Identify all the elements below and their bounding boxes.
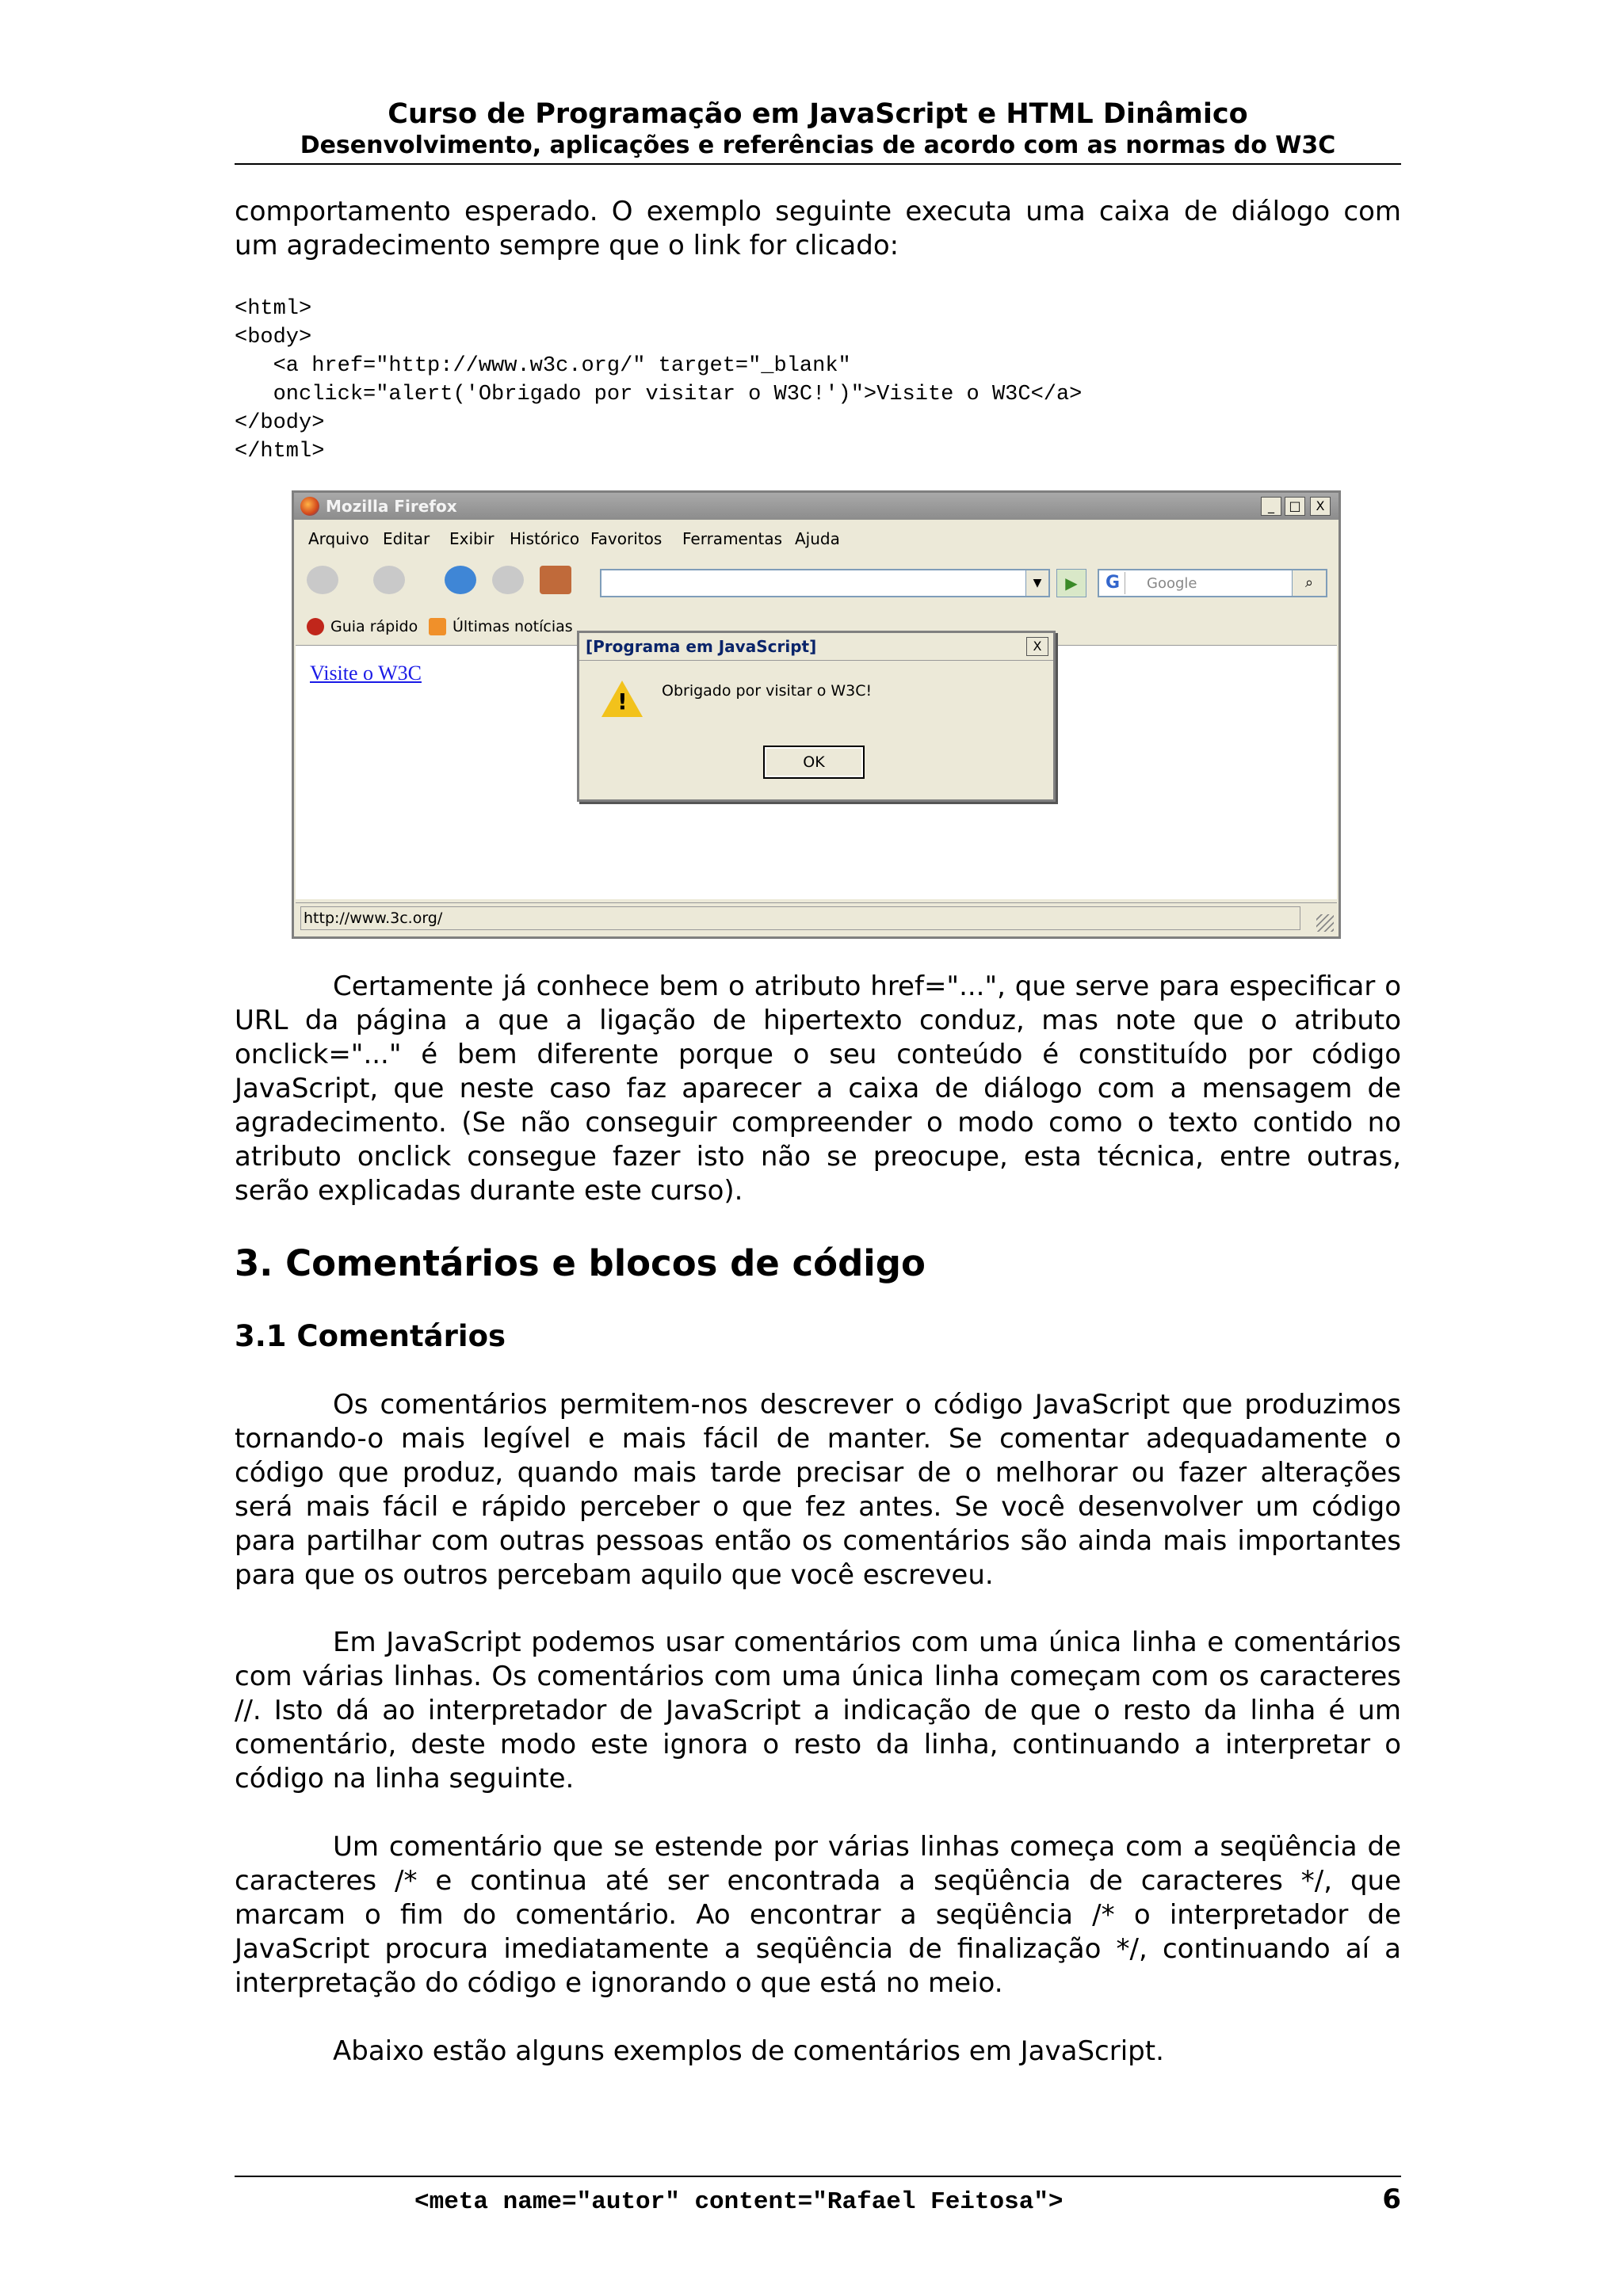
- dialog-title-bar: [579, 633, 1053, 661]
- menu-favoritos[interactable]: Favoritos: [590, 529, 663, 548]
- close-window-button[interactable]: X: [1310, 497, 1331, 516]
- ok-button[interactable]: OK: [763, 746, 865, 779]
- code-line: onclick="alert('Obrigado por visitar o W3C!')">Visite o W3C</a>: [235, 383, 1083, 406]
- guide-bookmark-icon: [307, 618, 324, 635]
- code-line: </html>: [235, 440, 325, 463]
- dialog-title: [Programa em JavaScript]: [586, 637, 817, 656]
- code-line: <a href="http://www.w3c.org/" target="_blank": [235, 354, 851, 378]
- browser-status-bar: [296, 902, 1337, 935]
- code-example: [235, 295, 1082, 466]
- paragraph-comments-intro: Os comentários permitem-nos descrever o código JavaScript que produzimos tornando-o mais legível e mais fácil de manter. Se comentar adequadamente o código que produz, quando mais tarde precisar de o melhorar ou fazer alterações será mais fácil e rápido perceber o que fez antes. Se você desenvolver um código para partilhar com outras pessoas então os comentários são ainda mais importantes para que os outros percebam aquilo que você escreveu.: [235, 1389, 1401, 1591]
- alert-dialog: [577, 631, 1056, 802]
- search-placeholder: Google: [1147, 575, 1197, 592]
- page-number: 6: [1382, 2183, 1401, 2215]
- status-url: http://www.3c.org/: [304, 910, 443, 927]
- status-text-box: [300, 906, 1300, 930]
- warning-exclamation-icon: !: [617, 688, 628, 715]
- dialog-message: Obrigado por visitar o W3C!: [662, 682, 873, 700]
- forward-arrow-icon[interactable]: [373, 566, 405, 594]
- running-header-subtitle: Desenvolvimento, aplicações e referências de acordo com as normas do W3C: [300, 132, 1336, 159]
- search-magnifier-icon[interactable]: ⌕: [1292, 570, 1326, 596]
- search-box[interactable]: [1098, 569, 1327, 597]
- footer-rule: [235, 2176, 1401, 2177]
- maximize-button[interactable]: □: [1285, 497, 1305, 516]
- menu-historico[interactable]: Histórico: [510, 529, 580, 548]
- go-button[interactable]: ▶: [1056, 569, 1086, 597]
- bookmark-guia-rapido[interactable]: Guia rápido: [330, 618, 418, 635]
- firefox-logo-icon: [300, 497, 319, 516]
- menu-ferramentas[interactable]: Ferramentas: [682, 529, 783, 548]
- browser-window-title: Mozilla Firefox: [326, 497, 457, 516]
- browser-title-bar: [294, 493, 1338, 520]
- resize-grip-icon[interactable]: [1316, 914, 1334, 932]
- dialog-close-icon[interactable]: X: [1026, 637, 1048, 656]
- rss-feed-icon: [429, 618, 446, 635]
- menu-arquivo[interactable]: Arquivo: [308, 529, 369, 548]
- intro-paragraph: comportamento esperado. O exemplo seguinte executa uma caixa de diálogo com um agradecimento sempre que o link for clicado:: [235, 196, 1401, 261]
- code-line: </body>: [235, 411, 325, 435]
- code-line: <body>: [235, 326, 312, 349]
- code-line: <html>: [235, 297, 312, 321]
- back-arrow-icon[interactable]: [307, 566, 338, 594]
- minimize-button[interactable]: _: [1261, 497, 1281, 516]
- menu-editar[interactable]: Editar: [383, 529, 430, 548]
- paragraph-multi-line-comments: Um comentário que se estende por várias linhas começa com a seqüência de caracteres /* e continua até ser encontrada a seqüência de caracteres */, que marcam o fim do comentário. Ao encontrar a seqüência /* o interpretador de JavaScript procura imediatamente a seqüência de finalização */, continuando aí a interpretação do código e ignorando o que está no meio.: [235, 1831, 1401, 1999]
- header-rule: [235, 163, 1401, 165]
- stop-icon[interactable]: [492, 566, 524, 594]
- paragraph-examples-intro: Abaixo estão alguns exemplos de comentários em JavaScript.: [333, 2035, 1164, 2067]
- running-header-title: Curso de Programação em JavaScript e HTML Dinâmico: [388, 98, 1248, 130]
- subsection-heading: 3.1 Comentários: [235, 1319, 506, 1353]
- address-dropdown-icon[interactable]: ▼: [1025, 570, 1048, 596]
- menu-ajuda[interactable]: Ajuda: [795, 529, 840, 548]
- paragraph-single-line-comments: Em JavaScript podemos usar comentários com uma única linha e comentários com várias linhas. Os comentários com uma única linha começam com os caracteres //. Isto dá ao interpretador de JavaScript a indicação de que o resto da linha é um comentário, deste modo este ignora o resto da linha, continuando a interpretar o código na linha seguinte.: [235, 1627, 1401, 1794]
- reload-icon[interactable]: [445, 566, 476, 594]
- address-bar[interactable]: [600, 569, 1050, 597]
- paragraph-href-onclick: Certamente já conhece bem o atributo href="...", que serve para especificar o URL da página a que a ligação de hipertexto conduz, mas note que o atributo onclick="..." é bem diferente porque o seu conteúdo é constituído por código JavaScript, que neste caso faz aparecer a caixa de diálogo com a mensagem de agradecimento. (Se não conseguir compreender o modo como o texto contido no atributo onclick consegue fazer isto não se preocupe, esta técnica, entre outras, serão explicadas durante este curso).: [235, 971, 1401, 1207]
- visit-w3c-link[interactable]: Visite o W3C: [310, 662, 422, 685]
- footer-meta-tag: <meta name="autor" content="Rafael Feitosa">: [414, 2188, 1064, 2216]
- home-icon[interactable]: [540, 566, 571, 594]
- browser-menu-bar: [294, 524, 1338, 551]
- search-engine-icon[interactable]: G: [1101, 572, 1125, 594]
- menu-exibir[interactable]: Exibir: [449, 529, 495, 548]
- section-heading: 3. Comentários e blocos de código: [235, 1242, 926, 1284]
- bookmark-ultimas-noticias[interactable]: Últimas notícias: [453, 618, 573, 635]
